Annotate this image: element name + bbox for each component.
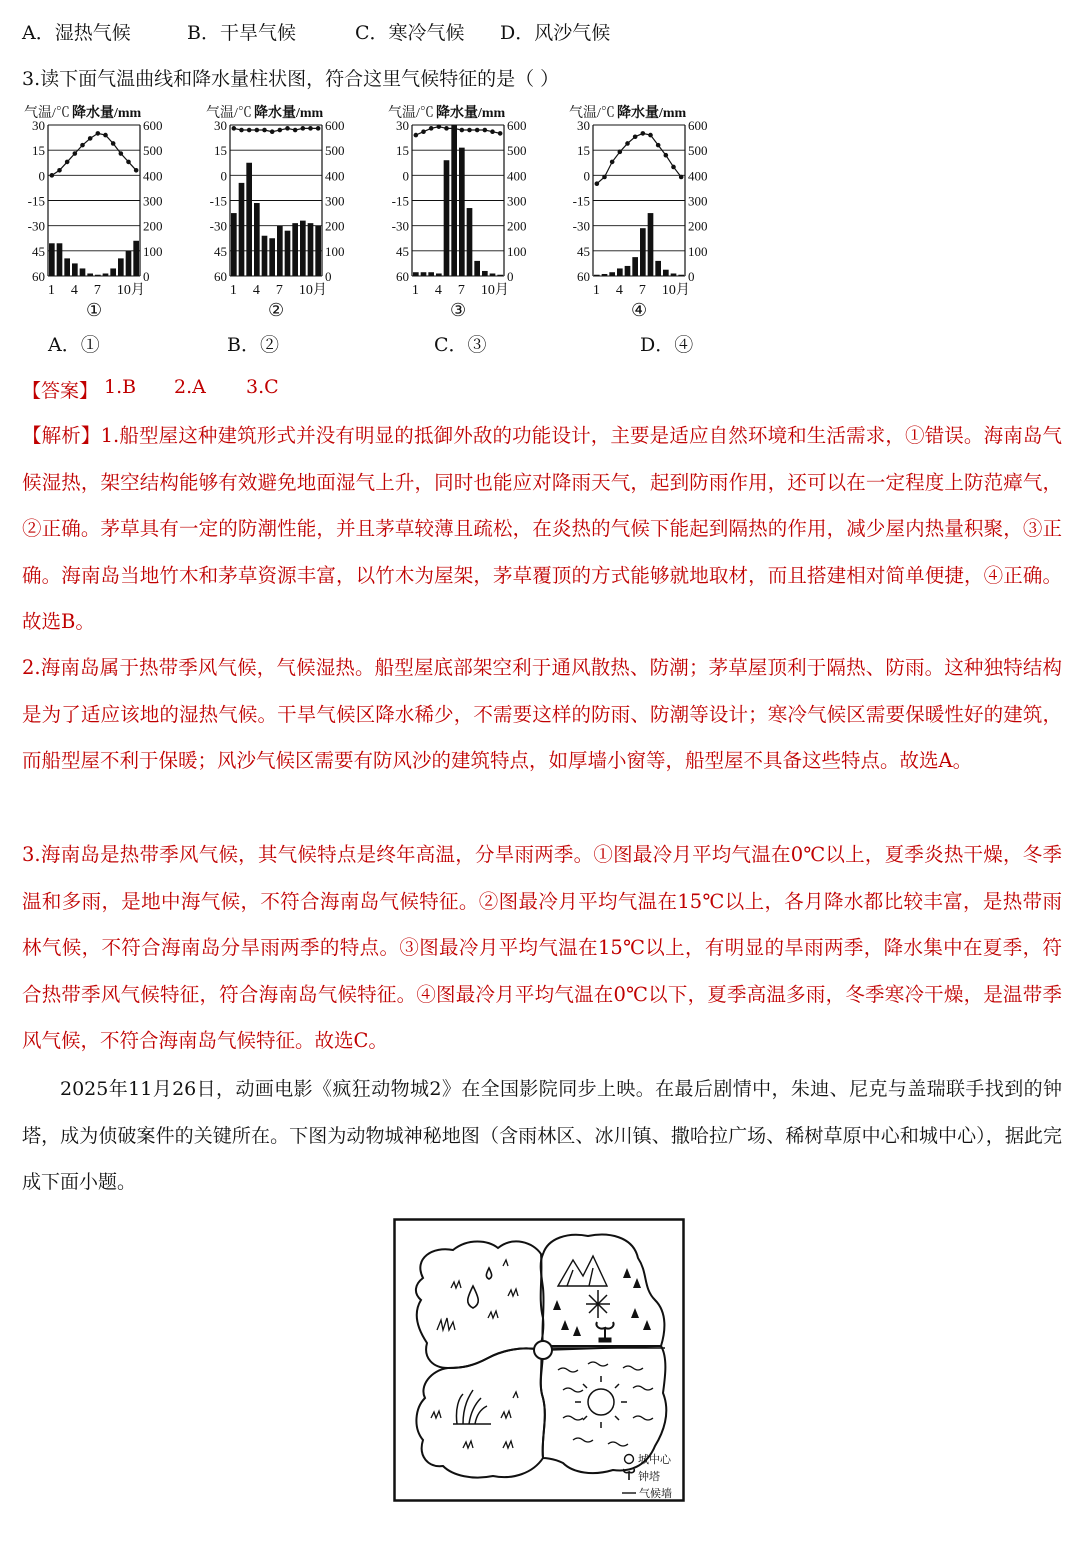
temperature-point <box>595 181 600 186</box>
right-tick-label: 600 <box>688 118 708 133</box>
left-tick-label: -15 <box>391 193 409 209</box>
legend-city-center-icon <box>625 1455 634 1464</box>
intro-paragraph <box>22 1066 1062 1206</box>
precipitation-bar <box>497 275 503 276</box>
temperature-point <box>625 141 630 146</box>
left-tick-label: 45 <box>214 243 227 259</box>
right-axis-label: 降水量/mm <box>617 106 687 121</box>
precipitation-bar <box>640 228 646 276</box>
left-tick-label: 45 <box>32 243 45 259</box>
temperature-point <box>88 136 93 141</box>
answer-3: 3.C <box>246 376 279 398</box>
x-tick-label: 7 <box>638 283 646 298</box>
left-tick-label: 45 <box>396 243 409 259</box>
temperature-point <box>247 128 252 133</box>
precipitation-bar <box>482 271 488 276</box>
precipitation-bar <box>285 231 291 276</box>
temperature-point <box>483 128 488 133</box>
option-b: B．② <box>227 334 279 356</box>
left-axis-label: 气温/℃ <box>206 106 252 121</box>
intro-text: 2025年11月26日，动画电影《疯狂动物城2》在全国影院同步上映。在最后剧情中，朱迪、尼克与盖瑞联手找到的钟塔，成为侦破案件的关键所在。下图为动物城神秘地图（含雨林区、冰川镇、撒哈拉广场、稀树草原中心和城中心），据此完成下面小题。 <box>22 1078 1062 1193</box>
temperature-point <box>134 168 139 173</box>
temperature-point <box>308 126 313 131</box>
x-tick-label: 7 <box>275 283 283 298</box>
right-tick-label: 0 <box>688 269 695 284</box>
option-c: C．③ <box>434 334 487 356</box>
precipitation-bar <box>474 261 480 276</box>
x-tick-label: 4 <box>70 283 78 298</box>
right-tick-label: 0 <box>143 269 150 284</box>
right-tick-label: 400 <box>143 168 163 184</box>
temperature-point <box>119 151 124 156</box>
precipitation-bar <box>436 273 442 276</box>
left-tick-label: 0 <box>38 168 45 184</box>
left-tick-label: 30 <box>32 118 45 133</box>
temperature-point <box>73 151 78 156</box>
precipitation-bar <box>594 275 600 276</box>
question-3-options <box>22 330 722 360</box>
answer-label: 【答案】 <box>22 380 99 402</box>
right-axis-label: 降水量/mm <box>436 106 506 121</box>
precipitation-bar <box>602 274 608 276</box>
chart-number: ① <box>86 300 103 321</box>
temperature-point <box>467 128 472 133</box>
right-tick-label: 300 <box>507 193 527 209</box>
temperature-point <box>444 126 449 131</box>
precipitation-bar <box>459 148 465 276</box>
option-d: D．④ <box>640 334 694 356</box>
right-tick-label: 600 <box>143 118 163 133</box>
precipitation-bar <box>103 273 109 276</box>
right-tick-label: 500 <box>143 143 163 159</box>
right-tick-label: 600 <box>325 118 345 133</box>
left-tick-label: 15 <box>32 143 45 159</box>
precipitation-bar <box>467 208 473 276</box>
precipitation-bar <box>231 213 237 276</box>
right-tick-label: 0 <box>325 269 332 284</box>
option-a: A．① <box>48 334 100 356</box>
temperature-line <box>597 133 681 183</box>
precipitation-bar <box>444 160 450 276</box>
x-tick-label: 1 <box>47 283 55 298</box>
analysis-paragraph-3 <box>22 832 1062 1065</box>
right-tick-label: 200 <box>507 218 527 234</box>
temperature-point <box>316 126 321 131</box>
x-tick-label: 4 <box>252 283 260 298</box>
option-a: A．湿热气候 <box>22 22 131 44</box>
right-tick-label: 100 <box>507 243 527 259</box>
precipitation-bar <box>133 241 139 276</box>
temperature-point <box>490 129 495 134</box>
right-tick-label: 300 <box>143 193 163 209</box>
precipitation-bar <box>617 268 623 276</box>
precipitation-bar <box>671 273 677 276</box>
temperature-point <box>96 131 101 136</box>
precipitation-bar <box>655 261 661 276</box>
answer-1: 1.B <box>104 376 137 398</box>
precipitation-bar <box>292 223 298 276</box>
temperature-point <box>460 128 465 133</box>
left-tick-label: 15 <box>214 143 227 159</box>
precipitation-bar <box>632 257 638 276</box>
precipitation-bar <box>254 203 260 276</box>
temperature-point <box>111 141 116 146</box>
chart-number: ② <box>268 300 285 321</box>
analysis-label: 【解析】 <box>22 424 101 447</box>
precipitation-bar <box>269 238 275 276</box>
left-tick-label: -30 <box>209 218 227 234</box>
temperature-point <box>103 133 108 138</box>
left-tick-label: 30 <box>396 118 409 133</box>
temperature-point <box>648 133 653 138</box>
left-tick-label: -30 <box>572 218 590 234</box>
temperature-point <box>255 128 260 133</box>
right-tick-label: 300 <box>688 193 708 209</box>
temperature-point <box>126 160 131 165</box>
x-tick-label: 7 <box>93 283 101 298</box>
temperature-point <box>239 128 244 133</box>
precipitation-bar <box>421 272 427 276</box>
x-tick-label: 10月 <box>298 283 327 298</box>
right-tick-label: 200 <box>325 218 345 234</box>
precipitation-bar <box>126 251 132 276</box>
left-tick-label: 0 <box>583 168 590 184</box>
right-tick-label: 500 <box>325 143 345 159</box>
left-tick-label: 60 <box>396 269 409 284</box>
temperature-point <box>278 128 283 133</box>
analysis-paragraph-2 <box>22 645 1062 785</box>
left-axis-label: 气温/℃ <box>24 106 70 121</box>
temperature-point <box>50 173 55 178</box>
temperature-point <box>262 128 267 133</box>
left-tick-label: 30 <box>577 118 590 133</box>
right-tick-label: 100 <box>325 243 345 259</box>
temperature-point <box>414 133 419 138</box>
precipitation-bar <box>413 272 419 276</box>
temperature-point <box>429 126 434 131</box>
precipitation-bar <box>118 258 124 276</box>
precipitation-bar <box>308 223 314 276</box>
x-tick-label: 4 <box>434 283 442 298</box>
legend-clock-tower: 钟塔 <box>638 1471 660 1483</box>
right-tick-label: 100 <box>688 243 708 259</box>
precipitation-bar <box>95 275 101 276</box>
left-tick-label: -15 <box>209 193 227 209</box>
temperature-point <box>679 175 684 180</box>
temperature-point <box>437 124 442 129</box>
right-tick-label: 500 <box>507 143 527 159</box>
temperature-point <box>65 160 70 165</box>
right-axis-label: 降水量/mm <box>72 106 142 121</box>
precipitation-bar <box>277 226 283 276</box>
climate-charts <box>18 100 738 325</box>
temperature-line <box>234 128 318 131</box>
right-tick-label: 100 <box>143 243 163 259</box>
temperature-point <box>301 126 306 131</box>
temperature-point <box>475 128 480 133</box>
right-tick-label: 400 <box>688 168 708 184</box>
previous-question-options <box>22 18 1062 48</box>
temperature-point <box>232 126 237 131</box>
right-tick-label: 600 <box>507 118 527 133</box>
left-tick-label: 15 <box>396 143 409 159</box>
temperature-point <box>664 153 669 158</box>
precipitation-bar <box>315 226 321 276</box>
temperature-point <box>610 160 615 165</box>
temperature-point <box>285 126 290 131</box>
temperature-point <box>618 150 623 155</box>
temperature-point <box>452 126 457 131</box>
analysis-text-2: 2.海南岛属于热带季风气候，气候湿热。船型屋底部架空利于通风散热、防潮；茅草屋顶利于隔热、防雨。这种独特结构是为了适应该地的湿热气候。干旱气候区降水稀少，不需要这样的防雨、防潮等设计；寒冷气候区需要保暖性好的建筑，而船型屋不利于保暖；风沙气候区需要有防风沙的建筑特点，如厚墙小窗等，船型屋不具备这些特点。故选A。 <box>22 656 1062 772</box>
precipitation-bar <box>57 243 63 276</box>
right-tick-label: 200 <box>143 218 163 234</box>
analysis-paragraph-1 <box>22 413 1062 646</box>
right-tick-label: 400 <box>507 168 527 184</box>
temperature-point <box>671 165 676 170</box>
city-center-icon <box>534 1341 552 1359</box>
right-axis-label: 降水量/mm <box>254 106 324 121</box>
precipitation-bar <box>110 268 116 276</box>
precipitation-bar <box>80 268 86 276</box>
zootopia-map <box>393 1218 685 1502</box>
left-tick-label: -30 <box>391 218 409 234</box>
precipitation-bar <box>625 266 631 276</box>
option-d: D．风沙气候 <box>500 22 611 44</box>
temperature-line <box>416 127 500 135</box>
right-tick-label: 500 <box>688 143 708 159</box>
x-tick-label: 10月 <box>116 283 145 298</box>
temperature-point <box>80 143 85 148</box>
left-tick-label: -30 <box>27 218 45 234</box>
x-tick-label: 7 <box>457 283 465 298</box>
analysis-text-1: 1.船型屋这种建筑形式并没有明显的抵御外敌的功能设计，主要是适应自然环境和生活需求，①错误。海南岛气候湿热，架空结构能够有效避免地面湿气上升，同时也能应对降雨天气，起到防雨作用，还可以在一定程度上防范瘴气，②正确。茅草具有一定的防潮性能，并且茅草较薄且疏松，在炎热的气候下能起到隔热的作用，减少屋内热量积聚，③正确。海南岛当地竹木和茅草资源丰富，以竹木为屋架，茅草覆顶的方式能够就地取材，而且搭建相对简单便捷，④正确。故选B。 <box>22 424 1062 633</box>
left-tick-label: 0 <box>220 168 227 184</box>
left-tick-label: 60 <box>214 269 227 284</box>
precipitation-bar <box>72 263 78 276</box>
precipitation-bar <box>262 236 268 276</box>
precipitation-bar <box>87 273 93 276</box>
precipitation-bar <box>609 272 615 276</box>
precipitation-bar <box>300 221 306 276</box>
left-tick-label: 15 <box>577 143 590 159</box>
precipitation-bar <box>451 125 457 276</box>
temperature-line <box>52 133 136 175</box>
precipitation-bar <box>49 243 55 276</box>
chart-number: ③ <box>450 300 467 321</box>
precipitation-bar <box>648 213 654 276</box>
precipitation-bar <box>663 270 669 276</box>
left-tick-label: 45 <box>577 243 590 259</box>
analysis-text-3: 3.海南岛是热带季风气候，其气候特点是终年高温，分旱雨两季。①图最冷月平均气温在0℃以上，夏季炎热干燥，冬季温和多雨，是地中海气候，不符合海南岛气候特征。②图最冷月平均气温在15℃以上，各月降水都比较丰富，是热带雨林气候，不符合海南岛分旱雨两季的特点。③图最冷月平均气温在15℃以上，有明显的旱雨两季，降水集中在夏季，符合热带季风气候特征，符合海南岛气候特征。④图最冷月平均气温在0℃以下，夏季高温多雨，冬季寒冷干燥，是温带季风气候，不符合海南岛气候特征。故选C。 <box>22 843 1062 1052</box>
temperature-point <box>270 129 275 134</box>
temperature-point <box>633 134 638 139</box>
temperature-point <box>498 131 503 136</box>
x-tick-label: 1 <box>411 283 419 298</box>
right-tick-label: 200 <box>688 218 708 234</box>
x-tick-label: 4 <box>615 283 623 298</box>
right-tick-label: 0 <box>507 269 514 284</box>
right-tick-label: 300 <box>325 193 345 209</box>
temperature-point <box>602 175 607 180</box>
left-tick-label: 30 <box>214 118 227 133</box>
right-tick-label: 400 <box>325 168 345 184</box>
chart-number: ④ <box>631 300 648 321</box>
left-tick-label: 60 <box>577 269 590 284</box>
precipitation-bar <box>64 258 70 276</box>
x-tick-label: 1 <box>592 283 600 298</box>
legend-climate-wall: 气候墙 <box>639 1488 672 1500</box>
x-tick-label: 10月 <box>661 283 690 298</box>
temperature-point <box>656 143 661 148</box>
precipitation-bar <box>428 272 434 276</box>
temperature-point <box>421 129 426 134</box>
left-tick-label: 0 <box>402 168 409 184</box>
precipitation-bar <box>246 163 252 276</box>
temperature-point <box>293 128 298 133</box>
temperature-point <box>57 168 62 173</box>
precipitation-bar <box>239 183 245 276</box>
answer-2: 2.A <box>174 376 206 398</box>
left-tick-label: -15 <box>572 193 590 209</box>
temperature-point <box>641 131 646 136</box>
left-axis-label: 气温/℃ <box>569 106 615 121</box>
option-b: B．干旱气候 <box>187 22 296 44</box>
question-3-stem: 3.读下面气温曲线和降水量柱状图，符合这里气候特征的是（ ） <box>22 68 560 90</box>
left-tick-label: 60 <box>32 269 45 284</box>
precipitation-bar <box>490 273 496 276</box>
option-c: C．寒冷气候 <box>355 22 465 44</box>
x-tick-label: 10月 <box>480 283 509 298</box>
precipitation-bar <box>678 275 684 276</box>
legend-city-center: 城中心 <box>638 1454 671 1466</box>
left-axis-label: 气温/℃ <box>388 106 434 121</box>
left-tick-label: -15 <box>27 193 45 209</box>
x-tick-label: 1 <box>229 283 237 298</box>
